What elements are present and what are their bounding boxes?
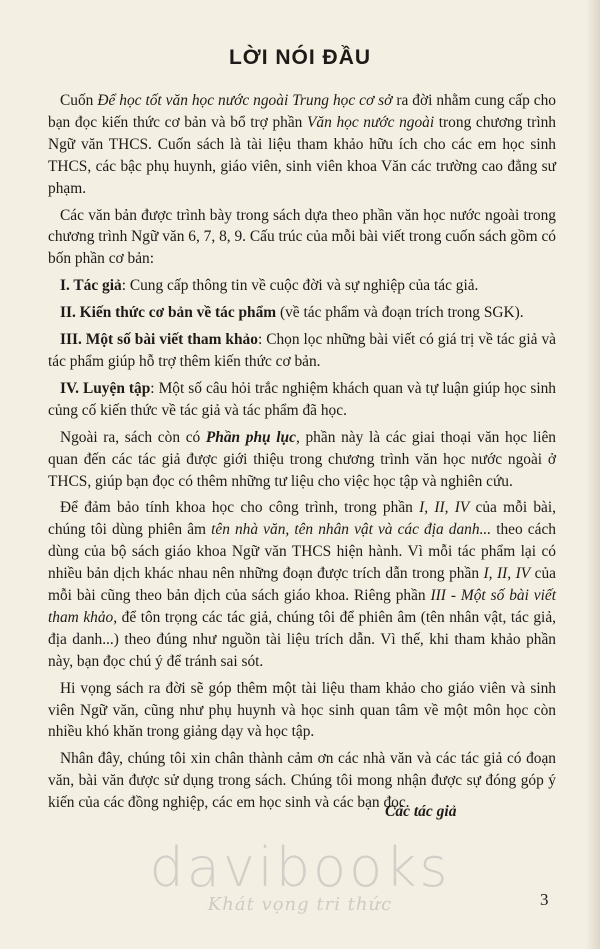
names-italic: tên nhà văn, tên nhân vật và các địa danh... <box>211 521 492 539</box>
parts-italic: I, II, IV <box>483 565 531 583</box>
text-span: , phần này là các giai thoại văn học liên quan đến các tác giả được giới thiệu trong chương trình văn học nước ngoài ở THCS, giúp bạn đọc có thêm những tư liệu cho việc học tập và nghiên cứu. <box>48 428 556 490</box>
paragraph-thanks: Nhân đây, chúng tôi xin chân thành cảm ơn các nhà văn và các tác giả có đoạn văn, bài văn được sử dụng trong sách. Chúng tôi mong nhận được sự đóng góp ý kiến của các đồng nghiệp, các em học sinh và các bạn đọc. <box>48 750 556 812</box>
paragraph-part-4 <box>48 378 556 422</box>
text-span: : Cung cấp thông tin về cuộc đời và sự nghiệp của tác giả. <box>121 277 479 295</box>
paragraph-structure: Các văn bản được trình bày trong sách dựa theo phần văn học nước ngoài trong chương trình Ngữ văn 6, 7, 8, 9. Cấu trúc của mỗi bài viết trong cuốn sách gồm có bốn phần cơ bản: <box>48 206 556 268</box>
part-3-italic: III - Một số bài viết tham khảo <box>48 587 556 626</box>
part-2-label: II. Kiến thức cơ bản về tác phẩm <box>60 304 277 322</box>
text-span: : Chọn lọc những bài viết có giá trị về tác giả và tác phẩm giúp hỗ trợ thêm kiến thức cơ bản. <box>48 331 556 370</box>
page-number: 3 <box>540 890 549 909</box>
subject-italic: Văn học nước ngoài <box>307 113 435 131</box>
page-title: LỜI NÓI ĐẦU <box>228 46 372 69</box>
watermark-logo: davibooks <box>149 836 451 899</box>
paragraph-appendix <box>48 427 556 493</box>
text-span: Ngoài ra, sách còn có <box>60 428 206 446</box>
part-4-label: IV. Luyện tập <box>60 379 151 397</box>
paragraph-part-1 <box>48 275 556 297</box>
text-span: (về tác phẩm và đoạn trích trong SGK). <box>276 304 524 322</box>
preface-body <box>48 90 556 819</box>
text-span: của mỗi bài cũng theo bản dịch của sách giáo khoa. Riêng phần <box>48 565 557 605</box>
text-span: Để đảm bảo tính khoa học cho công trình, trong phần <box>60 499 420 517</box>
text-span: trong chương trình Ngữ văn THCS. Cuốn sách là tài liệu tham khảo hữu ích cho các em học sinh THCS, các bậc phụ huynh, giáo viên, sinh viên khoa Văn các trường cao đẳng sư phạm. <box>48 113 557 197</box>
appendix-label: Phần phụ lục <box>205 428 296 446</box>
paragraph-intro <box>48 90 556 200</box>
book-title-italic: Để học tốt văn học nước ngoài Trung học cơ sở <box>97 92 393 109</box>
paragraph-part-2 <box>48 302 556 324</box>
page-edge-shadow <box>586 0 600 949</box>
part-1-label: I. Tác giả <box>60 277 122 295</box>
text-span: ra đời nhằm cung cấp cho bạn đọc kiến thức cơ bản và bổ trợ phần <box>48 92 556 131</box>
signature: Các tác giả <box>385 803 457 820</box>
part-3-label: III. Một số bài viết tham khảo <box>60 331 258 349</box>
parts-italic: I, II, IV <box>419 499 470 517</box>
text-span: , để tôn trọng các tác giả, chúng tôi để phiên âm (tên nhân vật, tác giả, địa danh...) theo đúng như nguồn tài liệu trích dẫn. Vì thế, khi tham khảo phần này, bạn đọc chú ý để tránh sai sót. <box>48 608 557 670</box>
paragraph-part-3 <box>48 329 556 373</box>
text-span: theo cách dùng của bộ sách giáo khoa Ngữ văn THCS hiện hành. Vì mỗi tác phẩm lại có nhiều bản dịch khác nhau nên những đoạn được trích dẫn trong phần <box>48 521 556 583</box>
paragraph-hope: Hi vọng sách ra đời sẽ góp thêm một tài liệu tham khảo cho giáo viên và sinh viên Ngữ văn, cũng như phụ huynh và học sinh quan tâm về một môn học còn nhiều khó khăn trong giảng dạy và học tập. <box>48 679 556 741</box>
text-span: Cuốn <box>60 92 98 109</box>
text-span: : Một số câu hỏi trắc nghiệm khách quan và tự luận giúp học sinh củng cố kiến thức về tác giả và tác phẩm đã học. <box>48 379 556 419</box>
watermark-slogan: Khát vọng tri thức <box>207 894 393 915</box>
text-span: của mỗi bài, chúng tôi dùng phiên âm <box>48 499 557 539</box>
paragraph-transliteration <box>48 497 556 672</box>
